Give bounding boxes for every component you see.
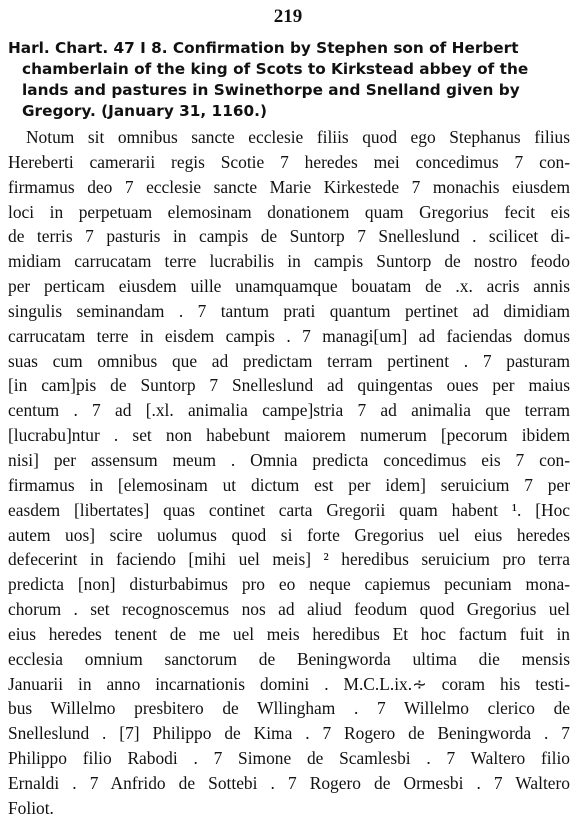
heading-line: chamberlain of the king of Scots to Kirkstead abbey of the bbox=[22, 60, 529, 78]
text-line: defecerint in faciendo [mihi uel meis] ² heredibus seruicium pro terra bbox=[8, 549, 570, 570]
text-line: firmamus in [elemosinam ut dictum est per idem] seruicium 7 per bbox=[8, 474, 570, 495]
text-line: [in cam]pis de Suntorp 7 Snelleslund ad quingentas oues per maius bbox=[8, 375, 570, 396]
text-line: midiam carrucatam terre lucrabilis in campis Suntorp de nostro feodo bbox=[8, 251, 570, 272]
text-line: Philippo filio Rabodi . 7 Simone de Scamlesbi . 7 Waltero filio bbox=[8, 748, 570, 769]
text-line: eius heredes tenent de me uel meis heredibus Et hoc factum fuit in bbox=[8, 623, 570, 644]
text-line: suas cum omnibus que ad predictam terram pertinent . 7 pasturam bbox=[8, 350, 570, 371]
text-line: loci in perpetuam elemosinam donationem quam Gregorius fecit eis bbox=[8, 201, 570, 222]
heading-line: lands and pastures in Swinethorpe and Snelland given by bbox=[22, 81, 520, 99]
heading-line: Harl. Chart. 47 I 8. Confirmation by Stephen son of Herbert bbox=[8, 39, 519, 57]
charter-heading bbox=[8, 38, 570, 122]
text-line: [lucrabu]ntur . set non habebunt maiorem numerum [pecorum ibidem bbox=[8, 425, 570, 446]
text-line: Notum sit omnibus sancte ecclesie filiis quod ego Stephanus filius bbox=[26, 127, 570, 147]
text-line: singulis seminandam . 7 tantum prati quantum pertinet ad dimidiam bbox=[8, 300, 570, 321]
text-line: nisi] per assensum meum . Omnia predicta concedimus eis 7 con- bbox=[8, 449, 570, 470]
text-line: carrucatam terre in eisdem campis . 7 managi[um] ad faciendas domus bbox=[8, 325, 570, 346]
text-line: Foliot. bbox=[8, 797, 54, 818]
text-line: per perticam eiusdem uille unamquamque bouatam de .x. acris annis bbox=[8, 276, 570, 297]
text-line: firmamus deo 7 ecclesie sancte Marie Kirkestede 7 monachis eiusdem bbox=[8, 176, 570, 197]
text-line: chorum . set recognoscemus nos ad aliud feodum quod Gregorius uel bbox=[8, 599, 570, 620]
charter-text bbox=[8, 125, 570, 821]
text-line: centum . 7 ad [.xl. animalia campe]stria 7 ad animalia que terram bbox=[8, 400, 570, 421]
text-line: de terris 7 pasturis in campis de Suntorp 7 Snelleslund . scilicet di- bbox=[8, 226, 570, 247]
text-line: Snelleslund . [7] Philippo de Kima . 7 Rogero de Beningworda . 7 bbox=[8, 723, 570, 744]
text-line: easdem [libertates] quas continet carta Gregorii quam habent ¹. [Hoc bbox=[8, 499, 570, 520]
text-line: Januarii in anno incarnationis domini . M.C.L.ix.∻ coram his testi- bbox=[8, 673, 570, 694]
text-line: Hereberti camerarii regis Scotie 7 heredes mei concedimus 7 con- bbox=[8, 151, 570, 172]
heading-line: Gregory. (January 31, 1160.) bbox=[22, 102, 267, 120]
text-line: bus Willelmo presbitero de Wllingham . 7 Willelmo clerico de bbox=[8, 698, 570, 719]
text-line: Ernaldi . 7 Anfrido de Sottebi . 7 Rogero de Ormesbi . 7 Waltero bbox=[8, 772, 570, 793]
text-line: ecclesia omnium sanctorum de Beningworda ultima die mensis bbox=[8, 648, 570, 669]
text-line: predicta [non] disturbabimus pro eo neque capiemus pecuniam mona- bbox=[8, 574, 570, 595]
page-number: 219 bbox=[273, 6, 303, 27]
text-line: autem uos] scire uolumus quod si forte Gregorius uel eius heredes bbox=[8, 524, 570, 545]
